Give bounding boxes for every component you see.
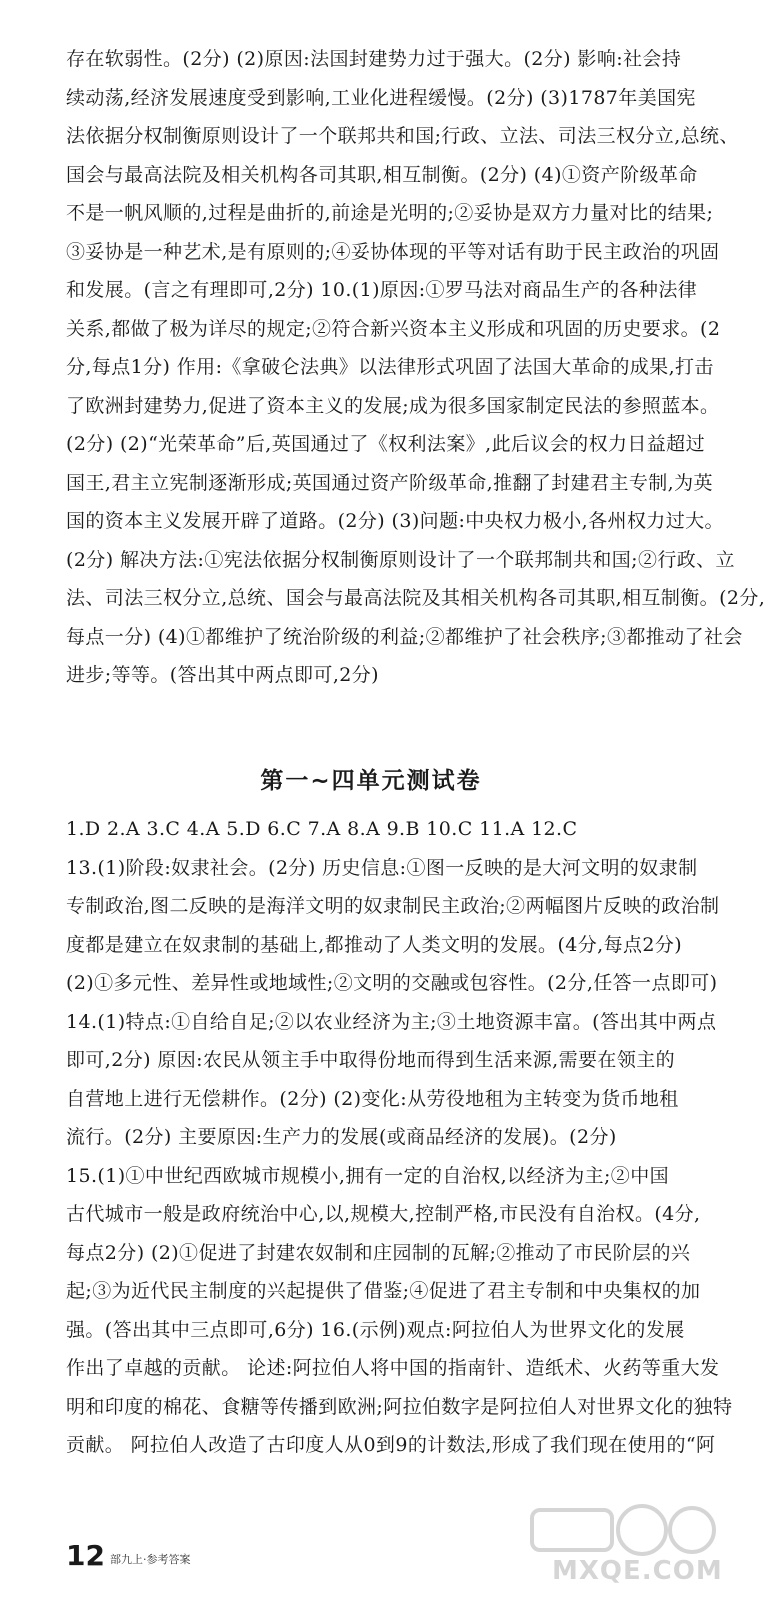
text-line: 和发展。(言之有理即可,2分) 10.(1)原因:①罗马法对商品生产的各种法律 bbox=[66, 279, 698, 301]
choice-answers-line: 1.D 2.A 3.C 4.A 5.D 6.C 7.A 8.A 9.B 10.C 11.A 12.C bbox=[66, 818, 578, 840]
answer-text-part2 bbox=[66, 810, 733, 1465]
text-line: 专制政治,图二反映的是海洋文明的奴隶制民主政治;②两幅图片反映的政治制 bbox=[66, 895, 720, 917]
text-line: 起;③为近代民主制度的兴起提供了借鉴;④促进了君主专制和中央集权的加 bbox=[66, 1280, 701, 1302]
text-line: 14.(1)特点:①自给自足;②以农业经济为主;③土地资源丰富。(答出其中两点 bbox=[66, 1010, 717, 1033]
text-line: 自营地上进行无偿耕作。(2分) (2)变化:从劳役地租为主转变为货币地租 bbox=[66, 1087, 679, 1110]
text-line: 流行。(2分) 主要原因:生产力的发展(或商品经济的发展)。(2分) bbox=[66, 1126, 617, 1148]
text-line: 分,每点1分) 作用:《拿破仑法典》以法律形式巩固了法国大革命的成果,打击 bbox=[66, 356, 714, 378]
watermark-logo bbox=[492, 1500, 722, 1590]
text-line: (2)①多元性、差异性或地域性;②文明的交融或包容性。(2分,任答一点即可) bbox=[66, 972, 718, 994]
text-line: 即可,2分) 原因:农民从领主手中取得份地而得到生活来源,需要在领主的 bbox=[66, 1049, 676, 1071]
text-line: 关系,都做了极为详尽的规定;②符合新兴资本主义形成和巩固的历史要求。(2 bbox=[66, 317, 721, 340]
text-line: 度都是建立在奴隶制的基础上,都推动了人类文明的发展。(4分,每点2分) bbox=[66, 933, 683, 956]
watermark-text: MXQE.COM bbox=[552, 1556, 723, 1586]
text-line: 作出了卓越的贡献。 论述:阿拉伯人将中国的指南针、造纸术、火药等重大发 bbox=[66, 1357, 720, 1379]
section-title: 第一~四单元测试卷 bbox=[260, 768, 482, 794]
text-line: 进步;等等。(答出其中两点即可,2分) bbox=[66, 664, 379, 686]
text-line: 法依据分权制衡原则设计了一个联邦共和国;行政、立法、司法三权分立,总统、 bbox=[66, 125, 739, 147]
text-line: (2分) 解决方法:①宪法依据分权制衡原则设计了一个联邦制共和国;②行政、立 bbox=[66, 548, 735, 571]
text-line: 每点2分) (2)①促进了封建农奴制和庄园制的瓦解;②推动了市民阶层的兴 bbox=[66, 1241, 691, 1264]
text-line: 国的资本主义发展开辟了道路。(2分) (3)问题:中央权力极小,各州权力过大。 bbox=[66, 510, 724, 532]
text-line: 了欧洲封建势力,促进了资本主义的发展;成为很多国家制定民法的参照蓝本。 bbox=[66, 394, 720, 417]
text-line: (2分) (2)“光荣革命”后,英国通过了《权利法案》,此后议会的权力日益超过 bbox=[66, 433, 705, 455]
text-line: 国会与最高法院及相关机构各司其职,相互制衡。(2分) (4)①资产阶级革命 bbox=[66, 163, 698, 186]
text-line: 存在软弱性。(2分) (2)原因:法国封建势力过于强大。(2分) 影响:社会持 bbox=[66, 48, 682, 70]
text-line: 法、司法三权分立,总统、国会与最高法院及其相关机构各司其职,相互制衡。(2分, bbox=[66, 587, 765, 609]
text-line: 贡献。 阿拉伯人改造了古印度人从0到9的计数法,形成了我们现在使用的“阿 bbox=[66, 1434, 716, 1456]
page-number: 12 bbox=[66, 1539, 105, 1572]
text-line: ③妥协是一种艺术,是有原则的;④妥协体现的平等对话有助于民主政治的巩固 bbox=[66, 240, 720, 263]
text-line: 国王,君主立宪制逐渐形成;英国通过资产阶级革命,推翻了封建君主专制,为英 bbox=[66, 471, 713, 494]
watermark-badge-icon bbox=[492, 1500, 722, 1560]
text-line: 不是一帆风顺的,过程是曲折的,前途是光明的;②妥协是双方力量对比的结果; bbox=[66, 202, 714, 224]
text-line: 强。(答出其中三点即可,6分) 16.(示例)观点:阿拉伯人为世界文化的发展 bbox=[66, 1318, 685, 1341]
answer-text-part1 bbox=[66, 40, 765, 695]
text-line: 古代城市一般是政府统治中心,以,规模大,控制严格,市民没有自治权。(4分, bbox=[66, 1203, 701, 1225]
text-line: 15.(1)①中世纪西欧城市规模小,拥有一定的自治权,以经济为主;②中国 bbox=[66, 1164, 670, 1187]
text-line: 每点一分) (4)①都维护了统治阶级的利益;②都维护了社会秩序;③都推动了社会 bbox=[66, 625, 743, 648]
footer-label: 部九上·参考答案 bbox=[110, 1553, 191, 1566]
text-line: 明和印度的棉花、食糖等传播到欧洲;阿拉伯数字是阿拉伯人对世界文化的独特 bbox=[66, 1395, 733, 1418]
text-line: 续动荡,经济发展速度受到影响,工业化进程缓慢。(2分) (3)1787年美国宪 bbox=[66, 86, 696, 109]
text-line: 13.(1)阶段:奴隶社会。(2分) 历史信息:①图一反映的是大河文明的奴隶制 bbox=[66, 856, 698, 879]
